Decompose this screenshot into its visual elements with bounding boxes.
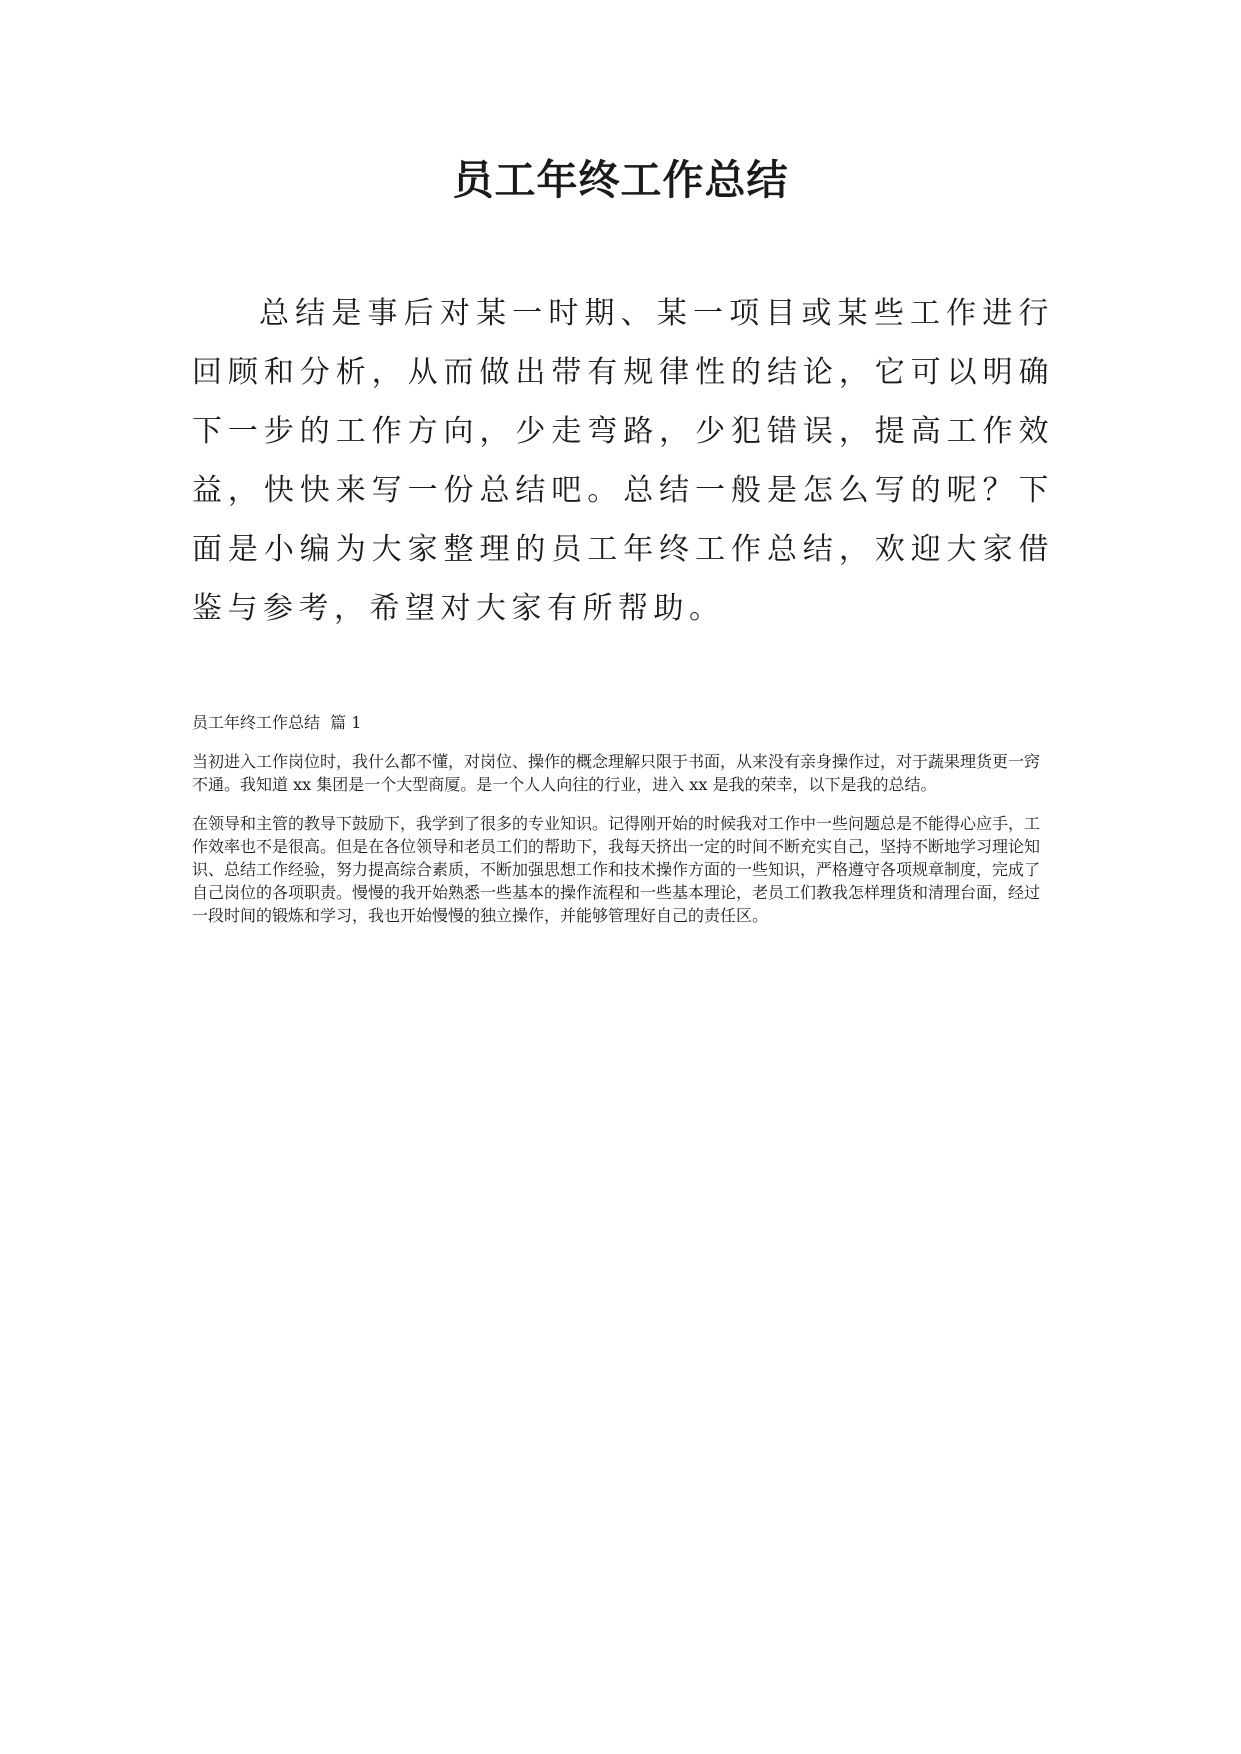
section-paragraph-1: 当初进入工作岗位时，我什么都不懂，对岗位、操作的概念理解只限于书面，从来没有亲身操作过，对于蔬果理货更一窍不通。我知道 xx 集团是一个大型商厦。是一个人人向往的行业，进入 xx 是我的荣幸，以下是我的总结。: [192, 752, 1041, 794]
section-paragraph-2: 在领导和主管的教导下鼓励下，我学到了很多的专业知识。记得刚开始的时候我对工作中一些问题总是不能得心应手，工作效率也不是很高。但是在各位领导和老员工们的帮助下，我每天挤出一定的时间不断充实自己，坚持不断地学习理论知识、总结工作经验，努力提高综合素质，不断加强思想工作和技术操作方面的一些知识，严格遵守各项规章制度，完成了自己岗位的各项职责。慢慢的我开始熟悉一些基本的操作流程和一些基本理论，老员工们教我怎样理货和清理台面，经过一段时间的锻炼和学习，我也开始慢慢的独立操作，并能够管理好自己的责任区。: [192, 814, 1041, 925]
document-title: 员工年终工作总结: [452, 156, 789, 204]
section-heading: 员工年终工作总结 篇 1: [192, 713, 362, 732]
section-1: [192, 694, 1054, 942]
intro-paragraph: 总结是事后对某一时期、某一项目或某些工作进行回顾和分析，从而做出带有规律性的结论，它可以明确下一步的工作方向，少走弯路，少犯错误，提高工作效益，快快来写一份总结吧。总结一般是怎么写的呢？下面是小编为大家整理的员工年终工作总结，欢迎大家借鉴与参考，希望对大家有所帮助。: [192, 296, 1054, 626]
